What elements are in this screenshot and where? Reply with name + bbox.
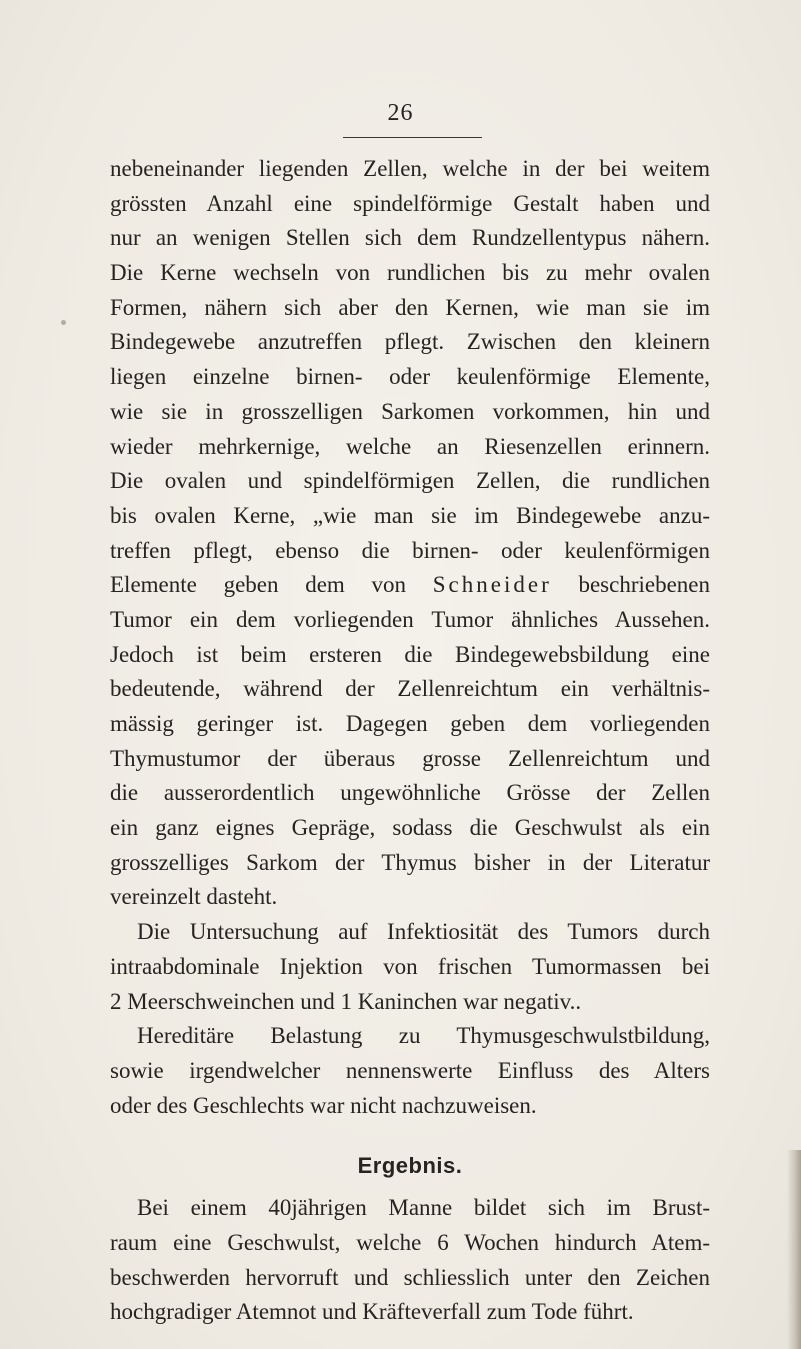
text-line: die ausserordentlich ungewöhnliche Grösse der Zellen	[110, 780, 710, 806]
text-line: Die Untersuchung auf Infektiosität des Tumors durch	[137, 919, 710, 945]
text-line: grosszelliges Sarkom der Thymus bisher in der Literatur	[110, 849, 710, 875]
text-line: wieder mehrkernige, welche an Riesenzellen erinnern.	[110, 433, 710, 459]
author-name: Schneider	[432, 572, 552, 598]
text-line: Hereditäre Belastung zu Thymusgeschwulstbildung,	[137, 1023, 710, 1049]
paragraph-infectivity	[110, 915, 710, 1019]
text-line: vereinzelt dasteht.	[110, 884, 278, 910]
text-line: nur an wenigen Stellen sich dem Rundzellentypus nähern.	[110, 225, 710, 251]
paragraph-histology	[110, 152, 710, 915]
page-edge-shadow	[787, 1150, 801, 1349]
text-line: grössten Anzahl eine spindelförmige Gestalt haben und	[110, 190, 710, 216]
text-line: Bei einem 40jährigen Manne bildet sich im Brust-	[137, 1195, 710, 1221]
text-line: nebeneinander liegenden Zellen, welche in der bei weitem	[110, 156, 710, 181]
text-line: bedeutende, während der Zellenreichtum ein verhältnis-	[110, 676, 710, 702]
section-heading: Ergebnis.	[357, 1153, 463, 1179]
text-line: hochgradiger Atemnot und Kräfteverfall zum Tode führt.	[110, 1299, 634, 1325]
text-fragment: Elemente geben dem von	[110, 572, 407, 598]
text-line: oder des Geschlechts war nicht nachzuweisen.	[110, 1092, 537, 1118]
text-line: treffen pflegt, ebenso die birnen- oder keulenförmigen	[110, 537, 710, 563]
body-text	[110, 152, 710, 1330]
page-number: 26	[387, 100, 414, 126]
text-line: Formen, nähern sich aber den Kernen, wie man sie im	[110, 294, 710, 320]
text-line: liegen einzelne birnen- oder keulenförmige Elemente,	[110, 364, 710, 390]
text-line: Die Kerne wechseln von rundlichen bis zu mehr ovalen	[110, 260, 710, 286]
text-line: 2 Meerschweinchen und 1 Kaninchen war negativ..	[110, 988, 582, 1014]
text-line: Thymustumor der überaus grosse Zellenreichtum und	[110, 745, 710, 771]
text-line: wie sie in grosszelligen Sarkomen vorkommen, hin und	[110, 398, 710, 424]
section-result	[110, 1141, 710, 1330]
text-line: Jedoch ist beim ersteren die Bindegewebsbildung eine	[110, 641, 710, 667]
text-line: raum eine Geschwulst, welche 6 Wochen hindurch Atem-	[110, 1229, 710, 1255]
text-line: sowie irgendwelcher nennenswerte Einfluss des Alters	[110, 1057, 710, 1083]
text-line-schneider	[110, 568, 710, 603]
header-rule	[343, 137, 482, 138]
text-line: intraabdominale Injektion von frischen Tumormassen bei	[110, 953, 710, 979]
text-line: beschwerden hervorruft und schliesslich unter den Zeichen	[110, 1264, 710, 1290]
text-line: mässig geringer ist. Dagegen geben dem vorliegenden	[110, 711, 710, 736]
paragraph-heredity	[110, 1019, 710, 1123]
text-line: Bindegewebe anzutreffen pflegt. Zwischen den kleinern	[110, 329, 710, 355]
text-fragment: beschriebenen	[578, 572, 711, 598]
text-line: Die ovalen und spindelförmigen Zellen, die rundlichen	[110, 468, 710, 494]
text-line: ein ganz eignes Gepräge, sodass die Geschwulst als ein	[110, 815, 710, 841]
text-line: Tumor ein dem vorliegenden Tumor ähnliches Aussehen.	[110, 606, 710, 632]
paper-speck	[61, 320, 66, 325]
text-line: bis ovalen Kerne, „wie man sie im Bindegewebe anzu-	[110, 502, 710, 528]
